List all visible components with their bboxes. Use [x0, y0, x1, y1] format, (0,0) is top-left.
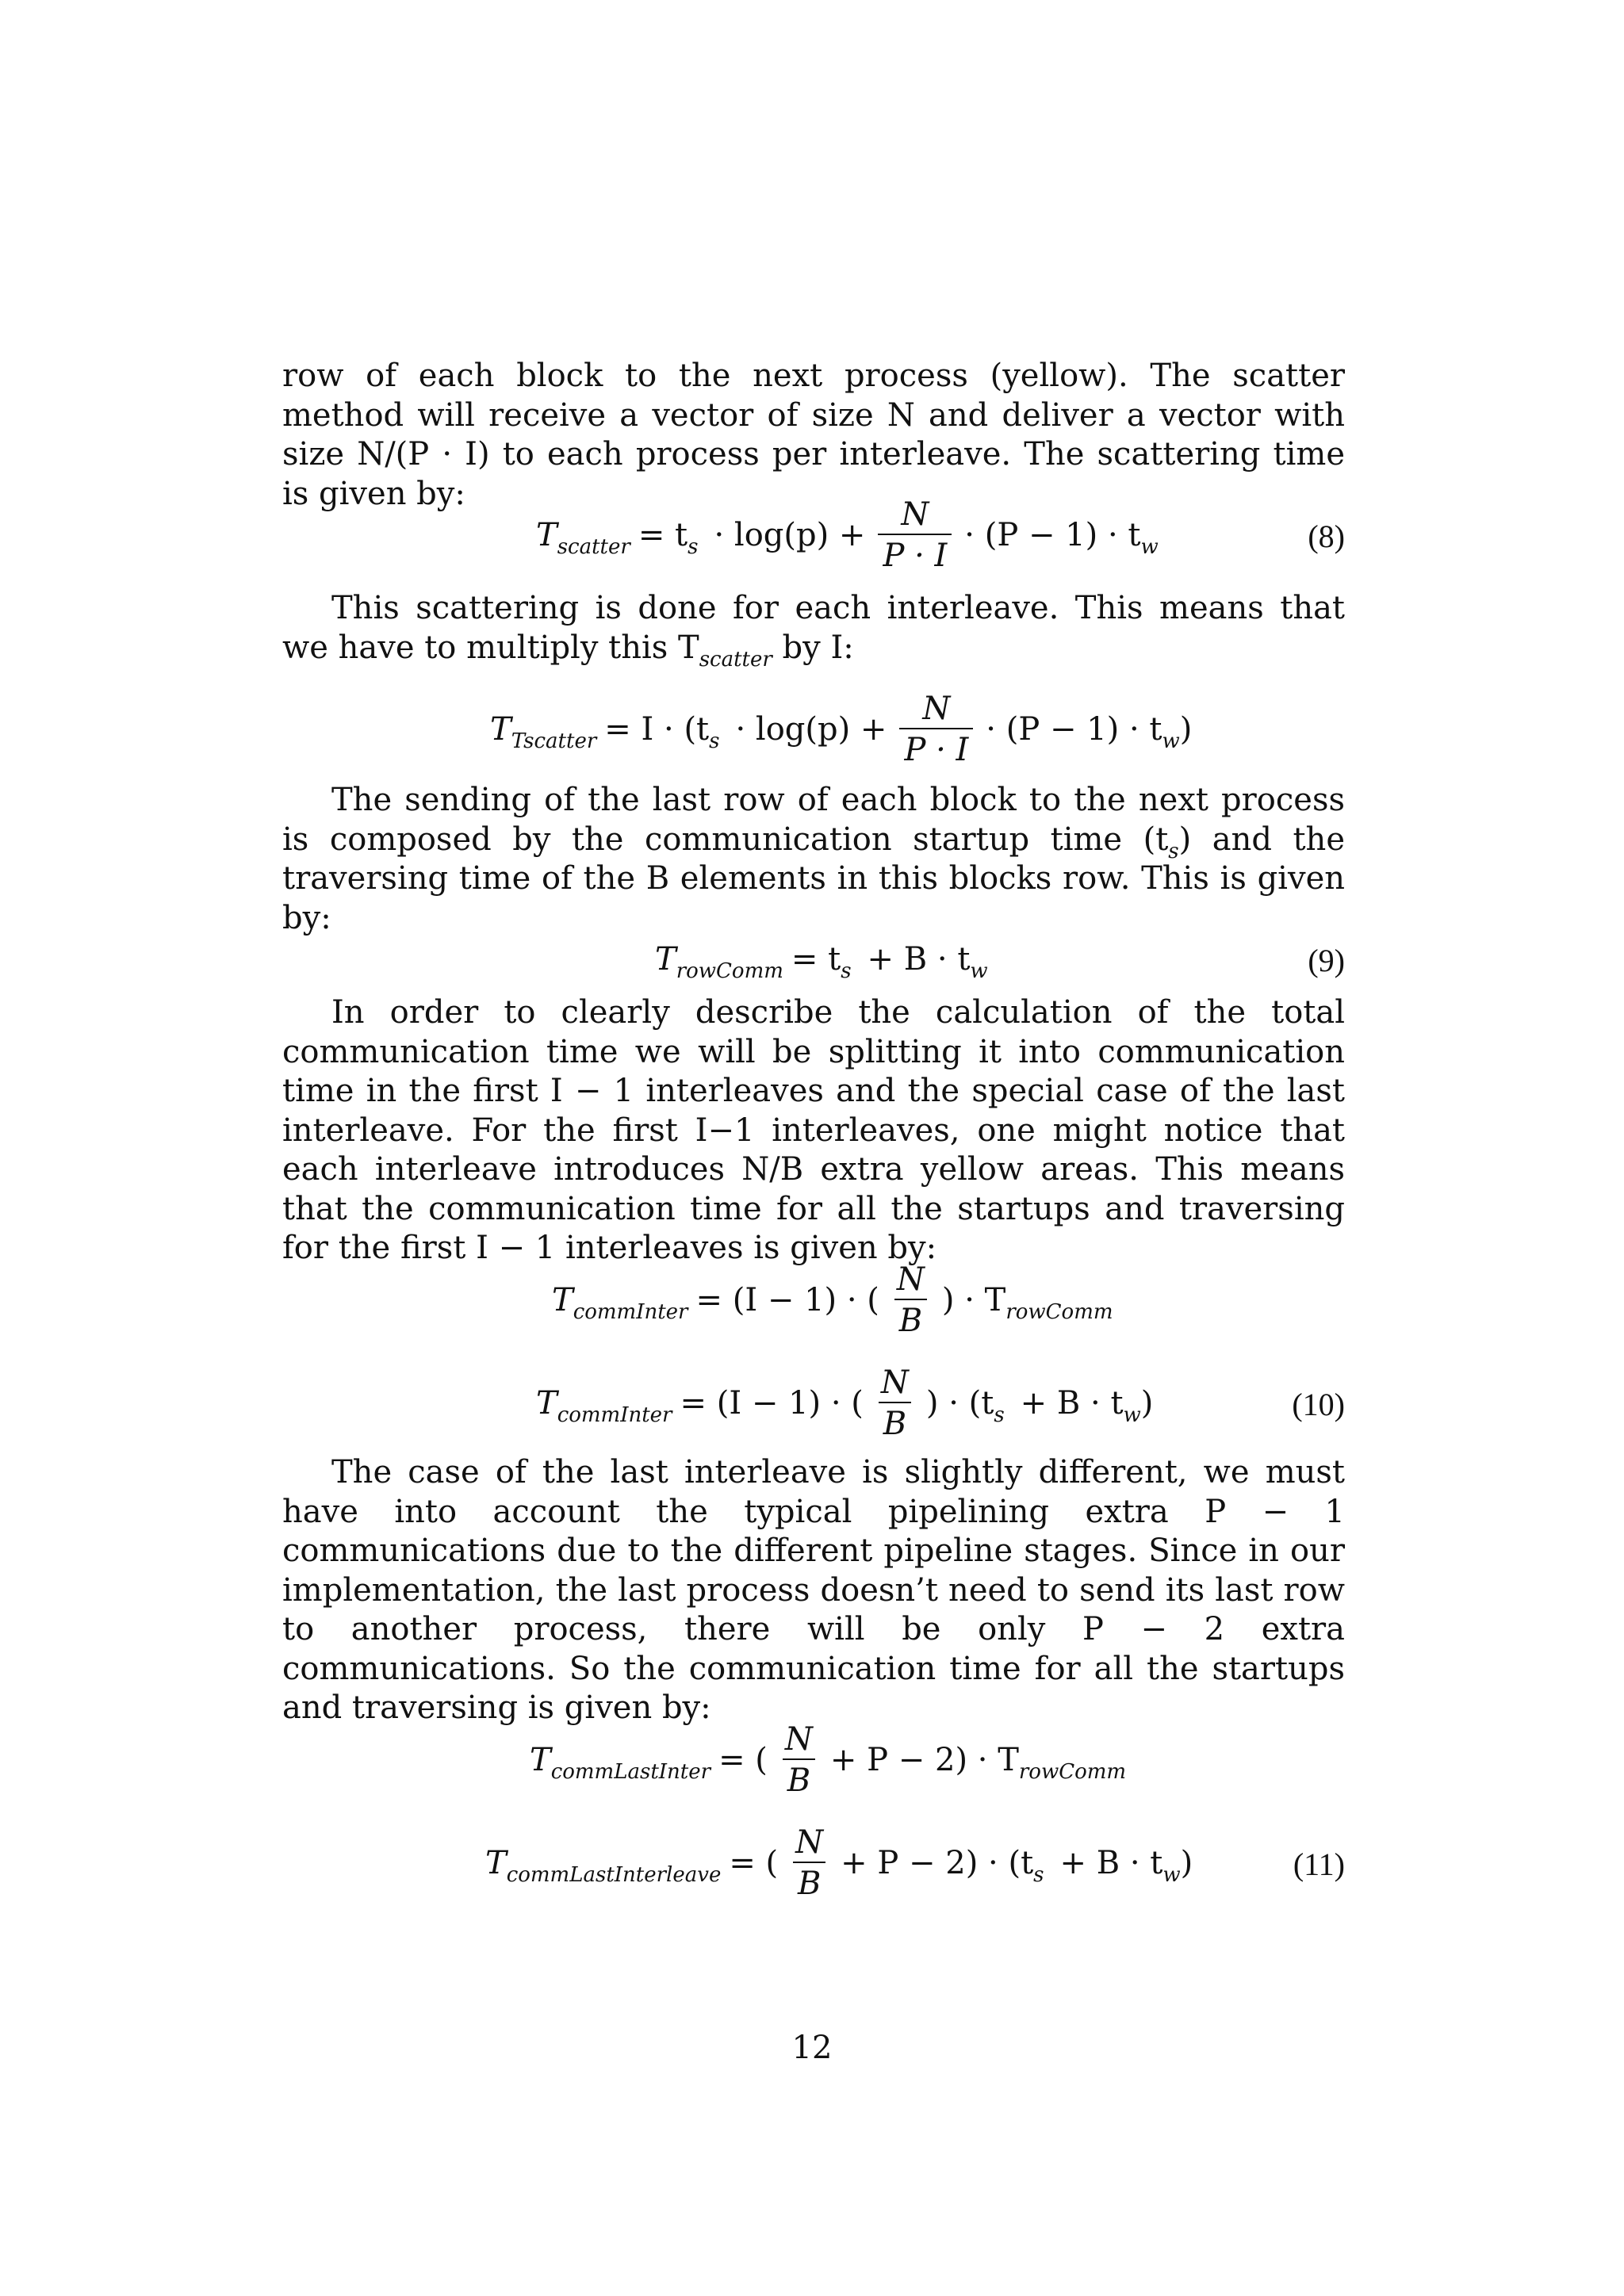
paragraph-total-communication: In order to clearly describe the calculation of the total communication time we will be splitting it into communication time in the first I − 1 interleaves and the special case of the last interleave. For the first I−1 interleaves, one might notice that each interleave introduces N/B extra yellow areas. This means that the communication time for all the startups and traversing for the first I − 1 interleaves is given by: [282, 994, 1345, 1266]
eq11-lhs: $T_{commLastInterleave}$ [485, 1845, 722, 1887]
equation-comm-inter [282, 1261, 1345, 1340]
eqT-part3: · $(P - 1) \cdot t_w$) [986, 711, 1193, 753]
eqT-fraction: $\frac{N}{P \cdot I}$ [899, 693, 973, 766]
eq10-part1: = (I − 1) · ( [680, 1385, 864, 1422]
eq9-rhs2: + $B \cdot t_w$ [867, 941, 988, 983]
eq8-fraction: $\frac{N}{P \cdot I}$ [878, 499, 952, 572]
eq10a-lhs: $T_{commInter}$ [552, 1282, 688, 1324]
equation-10-label: (10) [1292, 1387, 1345, 1422]
equation-11-label: (11) [1293, 1846, 1345, 1882]
eqT-part2: · log(p) + [735, 711, 887, 748]
paragraph-scatter-intro: row of each block to the next process (yellow). The scatter method will receive a vector of size N and deliver a vector with size N/(P · I) to each process per interleave. The scattering time is given by: [282, 358, 1345, 512]
equation-8-label: (8) [1308, 519, 1345, 554]
eq10a-fraction: $\frac{N}{B}$ [892, 1264, 929, 1337]
eq10a-part1: = (I − 1) · ( [695, 1282, 879, 1318]
eq11a-part2: + $P - 2) \cdot T_{rowComm}$ [829, 1742, 1127, 1784]
eq8-part3: · $(P - 1) \cdot t_w$ [964, 517, 1159, 559]
equation-9 [282, 936, 1345, 983]
eq9-lhs: $T_{rowComm}$ [655, 941, 783, 983]
eq11a-fraction: $\frac{N}{B}$ [780, 1724, 818, 1797]
equation-total-scatter [282, 690, 1345, 769]
page-number: 12 [791, 2030, 833, 2066]
eq9-rhs: = $t_s$ [791, 941, 852, 983]
eq8-part2: · log(p) + [714, 517, 866, 553]
equation-comm-last-inter [282, 1720, 1345, 1800]
eq11a-lhs: $T_{commLastInter}$ [530, 1742, 711, 1784]
eq11-part2: + $P - 2) \cdot (t_s$ [841, 1845, 1044, 1887]
paragraph-row-send: The sending of the last row of each block to the next process is composed by the communication startup time $(t_s)$ and the traversing time of the B elements in this blocks row. This is given by: [282, 782, 1345, 936]
eq10-lhs: $T_{commInter}$ [536, 1385, 672, 1427]
eq11-part3: + $B \cdot t_w$) [1059, 1845, 1193, 1887]
eq10-part3: + $B \cdot t_w$) [1020, 1385, 1154, 1427]
paragraph-last-interleave: The case of the last interleave is slightly different, we must have into account the typical pipelining extra P − 1 communications due to the different pipeline stages. Since in our implementation, the last process doesn’t need to send its last row to another process, there will be only P − 2 extra communications. So the communication time for all the startups and traversing is given by: [282, 1454, 1345, 1726]
equation-11 [282, 1823, 1345, 1903]
eq11-part1: = ( [729, 1845, 779, 1881]
paragraph-scatter-multiply: This scattering is done for each interleave. This means that we have to multiply this $T_{scatter}$ by I: [282, 590, 1345, 672]
equation-8 [282, 496, 1345, 575]
equation-10 [282, 1364, 1345, 1443]
eq8-lhs: $T_{scatter}$ [536, 517, 630, 559]
eq8-part1: = $t_s$ [638, 517, 699, 559]
equation-9-label: (9) [1308, 943, 1345, 978]
eq10-fraction: $\frac{N}{B}$ [876, 1367, 914, 1440]
eq10a-part2: ) · $T_{rowComm}$ [941, 1282, 1113, 1324]
eqT-part1: = $I \cdot (t_s$ [604, 711, 720, 753]
eq10-part2: ) · ($t_s$ [925, 1385, 1005, 1427]
eq11a-part1: = ( [718, 1742, 768, 1778]
eq11-fraction: $\frac{N}{B}$ [791, 1827, 828, 1900]
eqT-lhs: $T_{Tscatter}$ [490, 711, 597, 753]
